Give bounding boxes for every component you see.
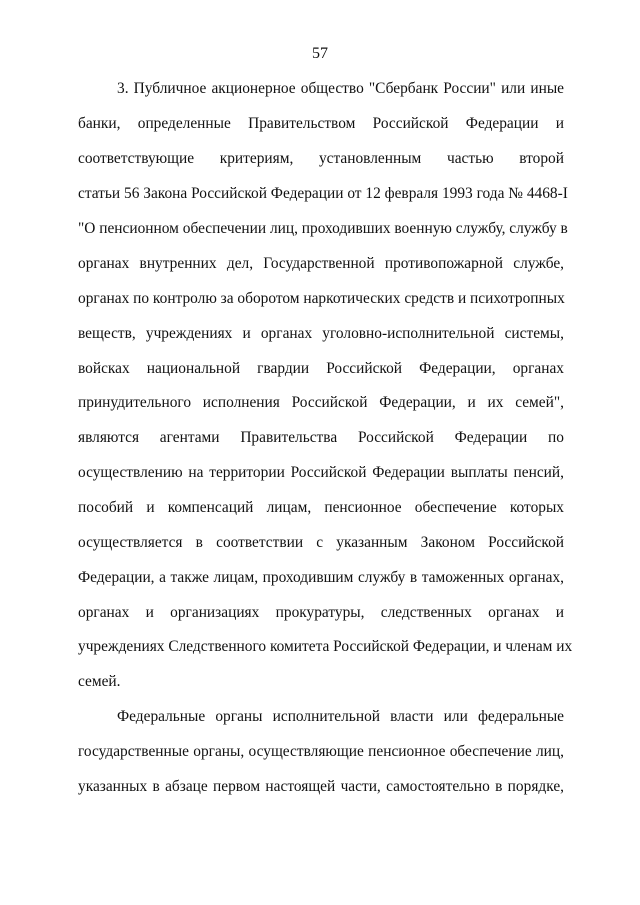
text-line: войсках национальной гвардии Российской Федерации, органах xyxy=(78,360,564,377)
text-line: являются агентами Правительства Российской Федерации по xyxy=(78,429,564,446)
text-line: пособий и компенсаций лицам, пенсионное обеспечение которых xyxy=(78,499,564,516)
text-line: органах и организациях прокуратуры, следственных органах и xyxy=(78,604,564,621)
text-line: государственные органы, осуществляющие пенсионное обеспечение лиц, xyxy=(78,743,564,760)
text-line: Федерации, а также лицам, проходившим службу в таможенных органах, xyxy=(78,569,564,586)
text-line: банки, определенные Правительством Российской Федерации и xyxy=(78,115,564,132)
text-line: веществ, учреждениях и органах уголовно-исполнительной системы, xyxy=(78,325,564,342)
text-line: "О пенсионном обеспечении лиц, проходивших военную службу, службу в xyxy=(78,220,568,237)
text-line: 3. Публичное акционерное общество "Сбербанк России" или иные xyxy=(117,80,564,97)
text-line: соответствующие критериям, установленным частью второй xyxy=(78,150,564,167)
text-line: органах внутренних дел, Государственной противопожарной службе, xyxy=(78,255,564,272)
text-line: осуществлению на территории Российской Федерации выплаты пенсий, xyxy=(78,464,564,481)
text-line: учреждениях Следственного комитета Российской Федерации, и членам их xyxy=(78,638,573,655)
text-line: указанных в абзаце первом настоящей части, самостоятельно в порядке, xyxy=(78,778,564,795)
text-line: органах по контролю за оборотом наркотических средств и психотропных xyxy=(78,290,565,307)
text-line: Федеральные органы исполнительной власти или федеральные xyxy=(117,708,564,725)
page-number: 57 xyxy=(312,45,328,62)
text-line: принудительного исполнения Российской Федерации, и их семей", xyxy=(78,394,564,411)
text-line: статьи 56 Закона Российской Федерации от 12 февраля 1993 года № 4468-I xyxy=(78,185,568,202)
text-line: семей. xyxy=(78,673,121,690)
text-line: осуществляется в соответствии с указанным Законом Российской xyxy=(78,534,564,551)
